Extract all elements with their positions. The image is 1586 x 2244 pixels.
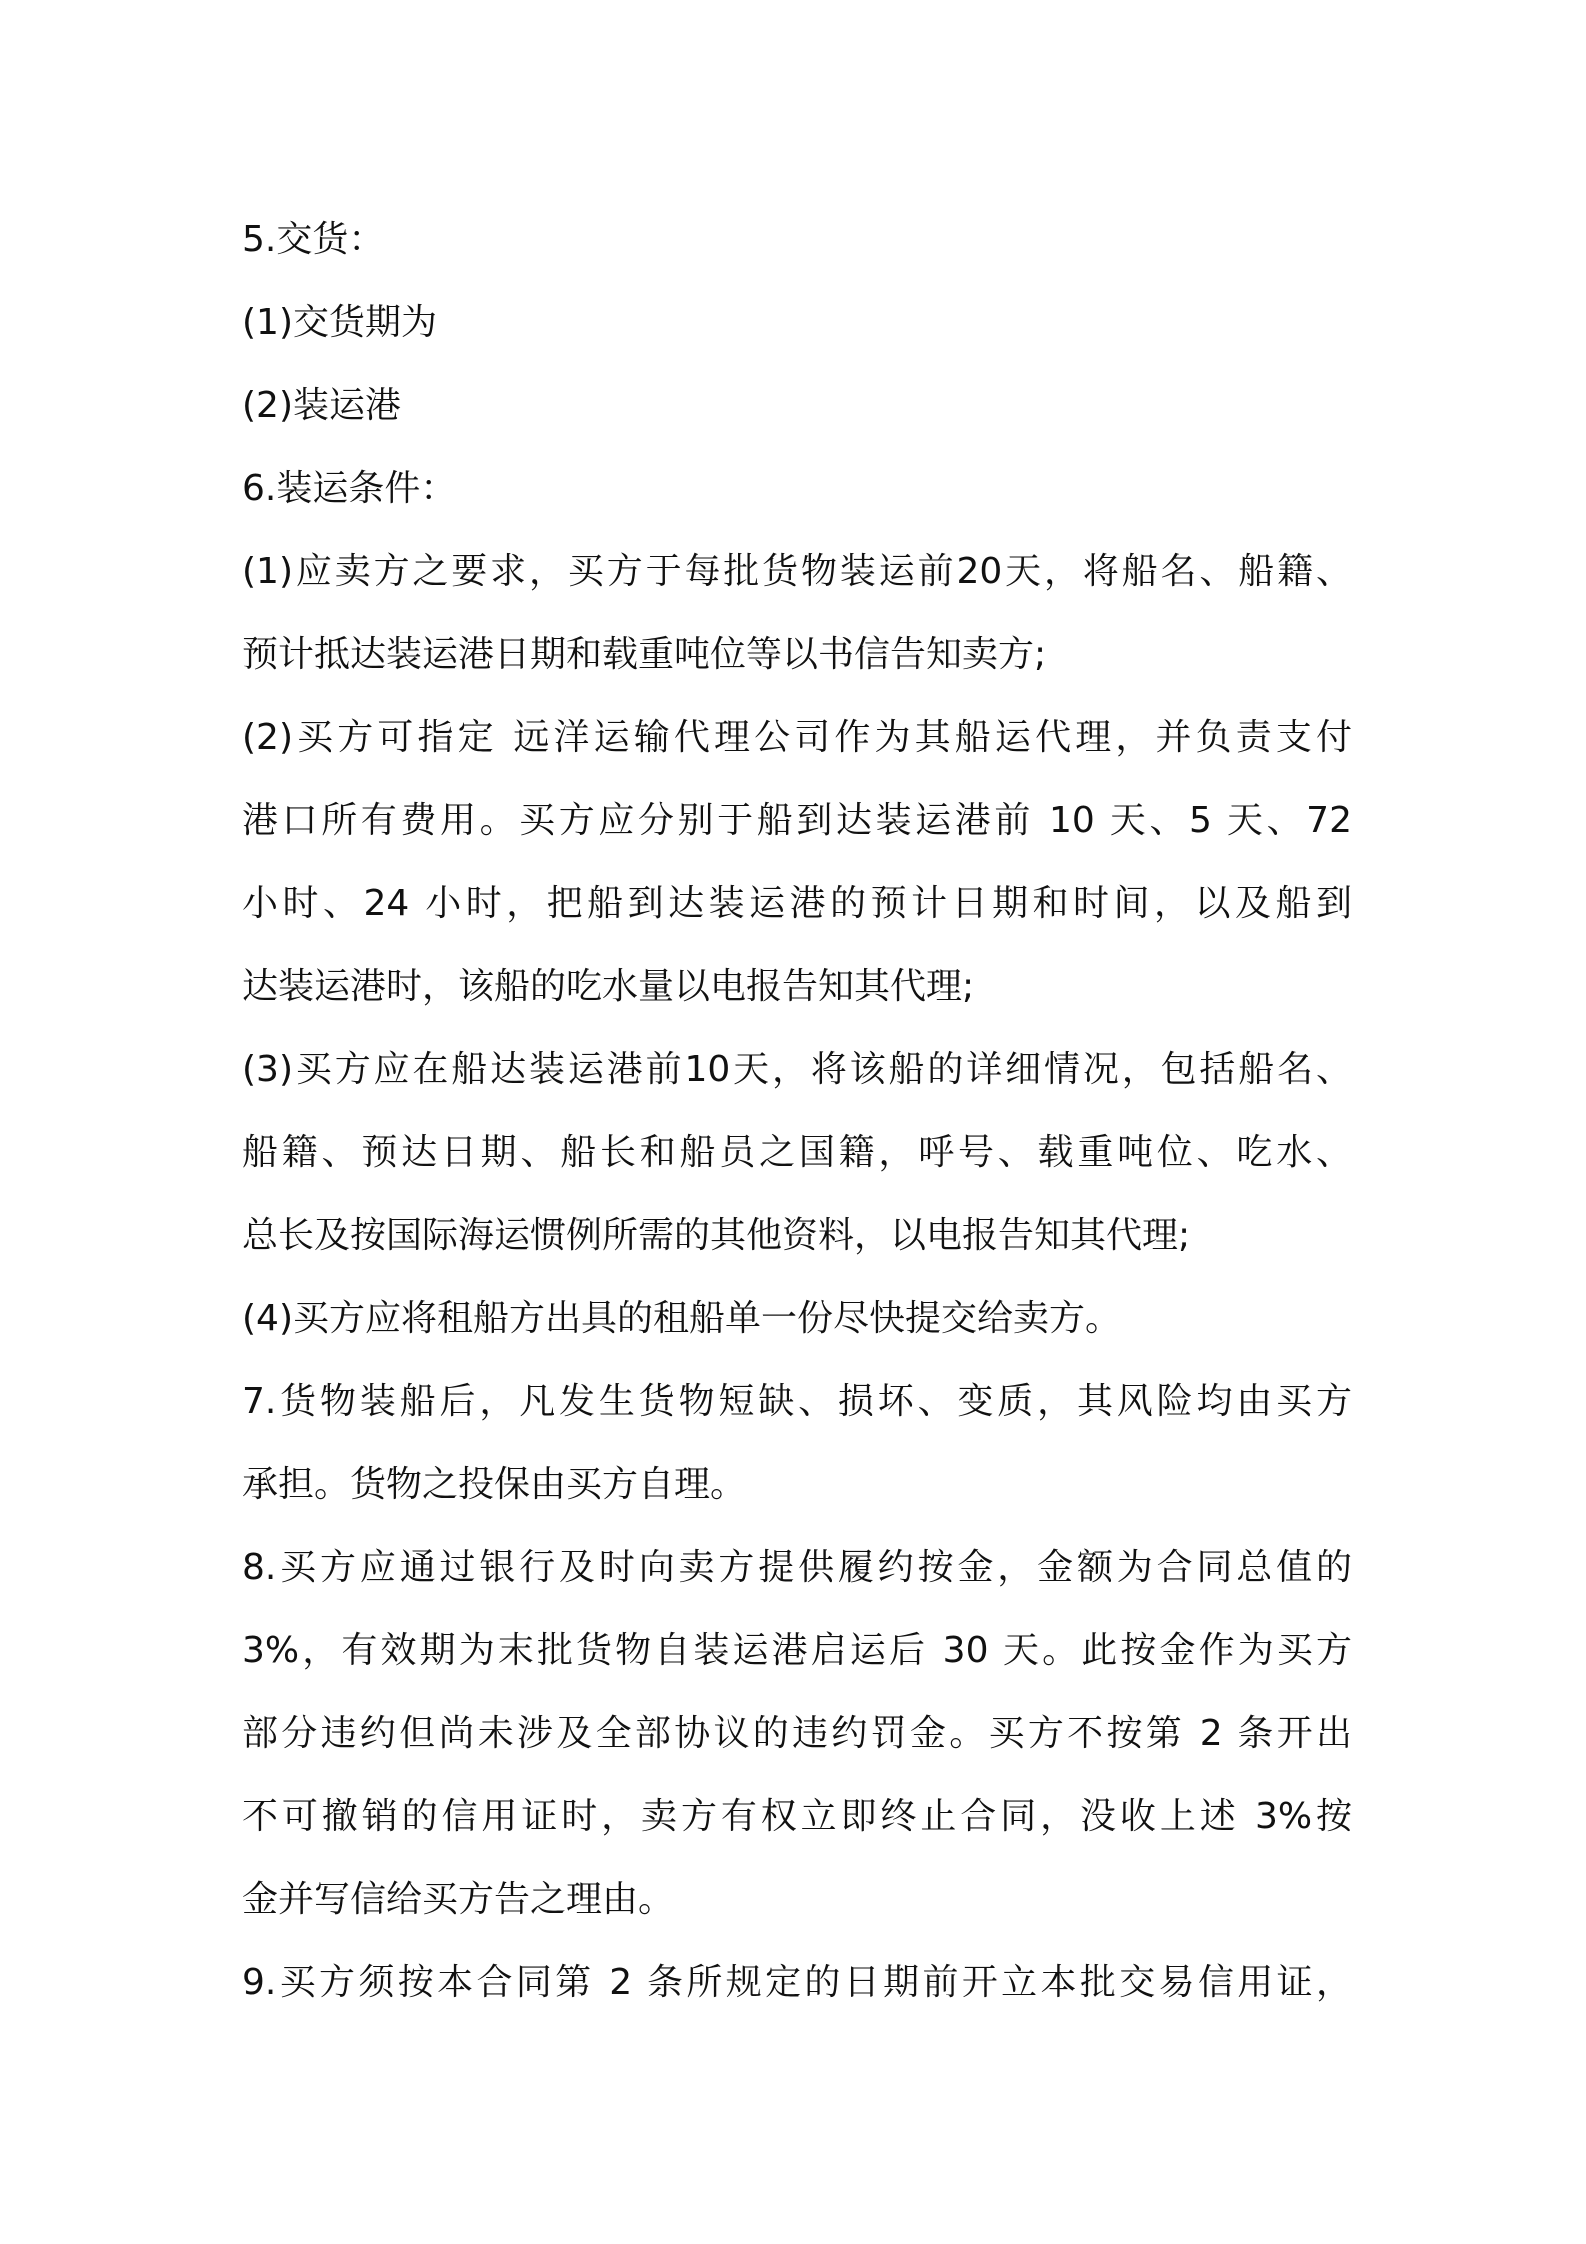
clause-6-item-3-line-3: 总长及按国际海运惯例所需的其他资料，以电报告知其代理; xyxy=(242,1215,1191,1256)
clause-6-heading: 6.装运条件： xyxy=(242,468,457,509)
clause-6-item-2-line-3: 小时、24 小时，把船到达装运港的预计日期和时间，以及船到 xyxy=(242,883,1352,924)
clause-8-line-2: 3%，有效期为末批货物自装运港启运后 30 天。此按金作为买方 xyxy=(242,1630,1352,1671)
clause-6-item-3-line-1: (3)买方应在船达装运港前10天，将该船的详细情况，包括船名、 xyxy=(242,1049,1352,1090)
clause-9-line-1: 9.买方须按本合同第 2 条所规定的日期前开立本批交易信用证， xyxy=(242,1962,1352,2003)
clause-8-line-3: 部分违约但尚未涉及全部协议的违约罚金。买方不按第 2 条开出 xyxy=(242,1713,1352,1754)
clause-6-item-1-line-1: (1)应卖方之要求，买方于每批货物装运前20天，将船名、船籍、 xyxy=(242,551,1352,592)
contract-page xyxy=(242,198,1352,2024)
clause-7-line-2: 承担。货物之投保由买方自理。 xyxy=(242,1464,747,1505)
clause-7-line-1: 7.货物装船后，凡发生货物短缺、损坏、变质，其风险均由买方 xyxy=(242,1381,1352,1422)
clause-6-item-4: (4)买方应将租船方出具的租船单一份尽快提交给卖方。 xyxy=(242,1298,1121,1339)
clause-5-item-2: (2)装运港 xyxy=(242,385,401,426)
clause-8-line-1: 8.买方应通过银行及时向卖方提供履约按金，金额为合同总值的 xyxy=(242,1547,1352,1588)
clause-5-heading: 5.交货： xyxy=(242,219,385,260)
clause-6-item-1-line-2: 预计抵达装运港日期和载重吨位等以书信告知卖方; xyxy=(242,634,1047,675)
clause-6-item-2-line-1: (2)买方可指定 远洋运输代理公司作为其船运代理，并负责支付 xyxy=(242,717,1352,758)
clause-6-item-2-line-4: 达装运港时，该船的吃水量以电报告知其代理; xyxy=(242,966,975,1007)
clause-8-line-5: 金并写信给买方告之理由。 xyxy=(242,1879,675,1920)
clause-8-line-4: 不可撤销的信用证时，卖方有权立即终止合同，没收上述 3%按 xyxy=(242,1796,1352,1837)
clause-5-item-1: (1)交货期为 xyxy=(242,302,437,343)
clause-6-item-3-line-2: 船籍、预达日期、船长和船员之国籍，呼号、载重吨位、吃水、 xyxy=(242,1132,1352,1173)
clause-6-item-2-line-2: 港口所有费用。买方应分别于船到达装运港前 10 天、5 天、72 xyxy=(242,800,1352,841)
